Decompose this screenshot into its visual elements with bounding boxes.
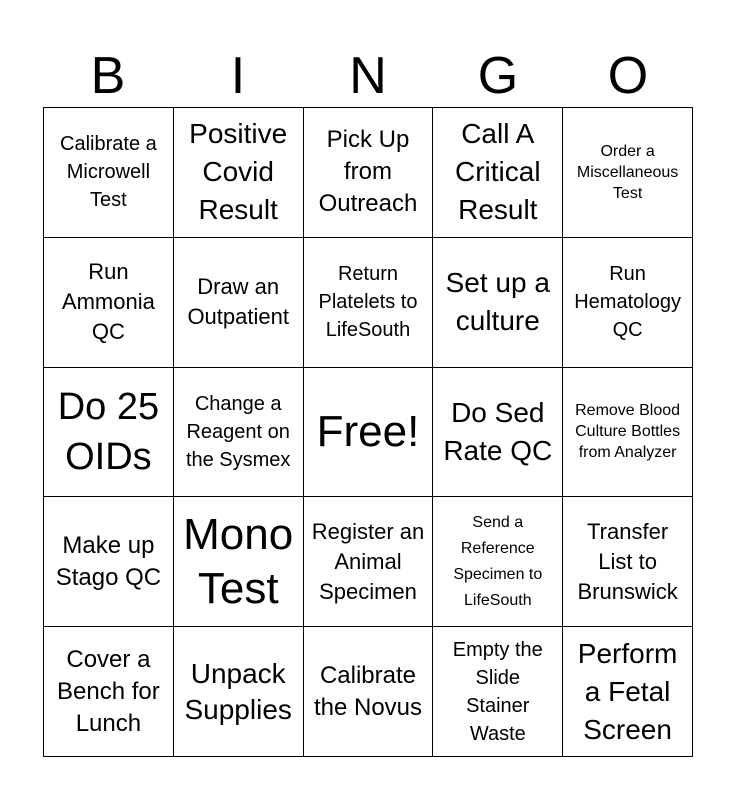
bingo-cell-n5[interactable] [304,627,434,757]
bingo-cell-o1[interactable] [563,108,693,238]
bingo-cell-i5[interactable] [174,627,304,757]
cell-label: Mono Test [183,509,294,613]
bingo-cell-b5[interactable] [44,627,174,757]
cell-label: Call A Critical Result [455,118,541,226]
cell-label: Do Sed Rate QC [443,396,553,466]
cell-label: Pick Up from Outreach [318,126,418,218]
free-space-label: Free! [316,406,420,456]
header-letter-n: N [349,47,387,105]
bingo-cell-i1[interactable] [174,108,304,238]
bingo-cell-g3[interactable] [433,368,563,498]
bingo-cell-g4[interactable] [433,497,563,627]
bingo-cell-g2[interactable] [433,238,563,368]
bingo-cell-b2[interactable] [44,238,174,368]
cell-label: Set up a culture [445,267,550,337]
bingo-cell-o2[interactable] [563,238,693,368]
cell-label: Register an Animal Specimen [311,518,425,604]
cell-label: Order a Miscellaneous Test [576,142,679,202]
header-letter-o: O [607,47,649,105]
cell-label: Unpack Supplies [184,657,292,725]
bingo-cell-b1[interactable] [44,108,174,238]
bingo-cell-o3[interactable] [563,368,693,498]
cell-label: Remove Blood Culture Bottles from Analyzer [575,402,681,462]
cell-label: Return Platelets to LifeSouth [318,263,418,342]
bingo-board [43,107,693,757]
bingo-cell-n2[interactable] [304,238,434,368]
cell-label: Do 25 OIDs [57,385,160,478]
bingo-cell-n3[interactable] [304,368,434,498]
bingo-cell-i3[interactable] [174,368,304,498]
bingo-cell-i2[interactable] [174,238,304,368]
header-letter-i: I [230,47,246,105]
cell-label: Send a Reference Specimen to LifeSouth [453,513,543,609]
bingo-cell-g1[interactable] [433,108,563,238]
bingo-cell-n4[interactable] [304,497,434,627]
bingo-cell-n1[interactable] [304,108,434,238]
cell-label: Draw an Outpatient [187,274,289,330]
bingo-cell-b4[interactable] [44,497,174,627]
cell-label: Cover a Bench for Lunch [57,645,160,737]
cell-label: Run Hematology QC [574,263,681,342]
bingo-cell-o4[interactable] [563,497,693,627]
cell-label: Make up Stago QC [55,531,162,591]
cell-label: Calibrate the Novus [313,661,423,721]
header-letter-b: B [90,47,126,105]
bingo-cell-g5[interactable] [433,627,563,757]
bingo-header [43,46,693,106]
bingo-cell-b3[interactable] [44,368,174,498]
cell-label: Positive Covid Result [189,118,288,226]
cell-label: Transfer List to Brunswick [577,518,678,604]
header-letter-g: G [477,47,519,105]
cell-label: Calibrate a Microwell Test [60,133,157,212]
cell-label: Change a Reagent on the Sysmex [185,392,291,471]
cell-label: Empty the Slide Stainer Waste [452,638,543,745]
bingo-cell-o5[interactable] [563,627,693,757]
cell-label: Perform a Fetal Screen [577,637,678,745]
cell-label: Run Ammonia QC [61,259,155,345]
bingo-cell-i4[interactable] [174,497,304,627]
